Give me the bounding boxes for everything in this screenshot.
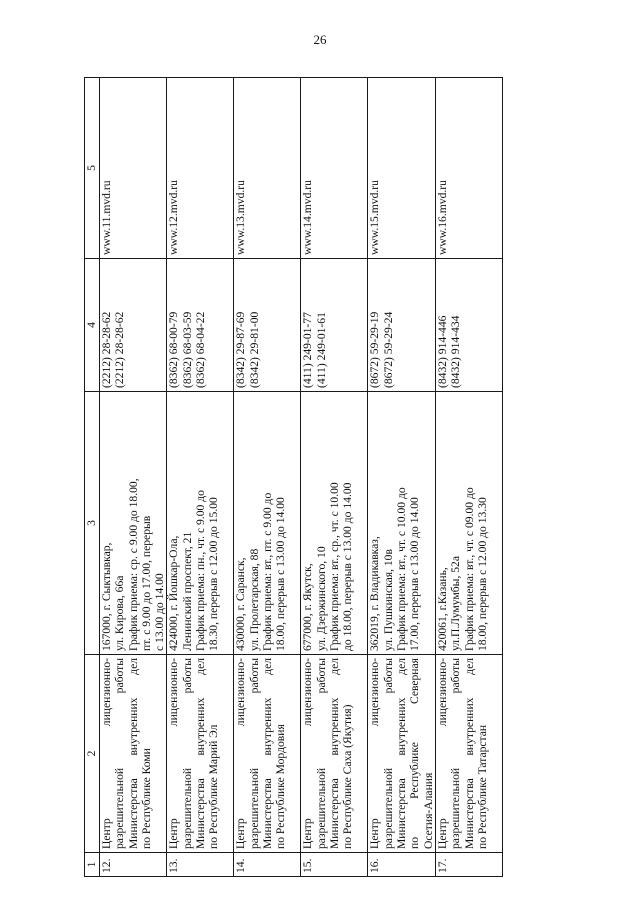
address-line: 430000, г. Саранск, — [234, 557, 248, 651]
address-line: Ленинский проспект, 21 — [180, 531, 194, 651]
website-link[interactable]: www.16.mvd.ru — [435, 78, 502, 259]
address-line: ул. Пушкинская, 10в — [381, 549, 395, 651]
organization-name-line: по Республике Саха (Якутия) — [341, 704, 355, 849]
address-line: 18.30, перерыв с 12.00 до 15.00 — [207, 497, 221, 651]
header-col-2: 2 — [85, 655, 100, 853]
table-row — [167, 78, 234, 877]
address-line: График приема: ср. с 9.00 до 18.00, — [126, 478, 140, 651]
organization-name-line: Осетия-Алания — [421, 772, 435, 849]
organization-name — [234, 655, 301, 853]
phone-number: (8362) 68-04-22 — [194, 311, 208, 388]
phone-number: (8362) 68-00-79 — [167, 311, 181, 388]
organization-name — [435, 655, 502, 853]
address-line: 424000, г. Йошкар-Ола, — [167, 535, 181, 651]
address-line: до 18.00, перерыв с 13.00 до 14.00 — [341, 482, 355, 651]
address-line: График приема: вт., ср., чт. с 10.00 — [328, 482, 342, 651]
address-line: ул. Дзержинского, 10 — [314, 546, 328, 651]
phone-number: (8432) 914-434 — [449, 315, 463, 388]
row-number: 17. — [435, 853, 502, 877]
phone-number: (2212) 28-28-62 — [113, 311, 127, 388]
address-line: 420061, г.Казань, — [435, 567, 449, 651]
row-number: 16. — [368, 853, 435, 877]
rotated-table-container — [84, 77, 562, 877]
phone-number: (411) 249-01-77 — [301, 312, 315, 388]
row-number: 15. — [301, 853, 368, 877]
organization-name-line: Министерства внутренних дел — [395, 658, 409, 849]
organization-name-line: по Республике Коми — [139, 748, 153, 849]
table-body — [100, 78, 503, 877]
organization-name-line: Министерства внутренних дел — [462, 658, 476, 849]
organization-name-line: Центр лицензионно- — [100, 658, 113, 849]
address-schedule — [167, 392, 234, 655]
address-line: 17.00, перерыв с 13.00 до 14.00 — [408, 497, 422, 651]
table-row — [368, 78, 435, 877]
phone-numbers — [301, 259, 368, 392]
website-link[interactable]: www.14.mvd.ru — [301, 78, 368, 259]
phone-number: (411) 249-01-61 — [314, 312, 328, 388]
organization-name-line: Центр лицензионно- — [301, 658, 315, 849]
header-col-3: 3 — [85, 392, 100, 655]
table-row — [100, 78, 167, 877]
organization-name-line: по Республике Татарстан — [475, 724, 489, 849]
address-line: 167000, г. Сыктывкар, — [100, 542, 113, 651]
address-line: График приема: вт., чт. с 10.00 до — [395, 487, 409, 651]
phone-numbers — [167, 259, 234, 392]
organization-name-line: по Республике Мордовия — [274, 724, 288, 849]
address-schedule — [435, 392, 502, 655]
phone-numbers — [100, 259, 167, 392]
header-row — [85, 78, 100, 877]
phone-number: (8342) 29-81-00 — [247, 311, 261, 388]
address-line: График приема: вт., пт. с 9.00 до — [261, 492, 275, 651]
organization-name-line: по Республике Северная — [408, 658, 422, 849]
organization-name — [167, 655, 234, 853]
page-number: 26 — [313, 32, 327, 47]
header-col-5: 5 — [85, 78, 100, 259]
phone-number: (2212) 28-28-62 — [100, 311, 113, 388]
organization-name-line: разрешительной работы — [314, 658, 328, 849]
address-schedule — [100, 392, 167, 655]
address-line: 18.00, перерыв с 12.00 до 13.30 — [475, 497, 489, 651]
phone-number: (8432) 914-446 — [435, 315, 449, 388]
row-number: 12. — [100, 853, 167, 877]
address-line: ул. Кирова, 66а — [113, 575, 127, 651]
organization-name-line: разрешительной работы — [113, 658, 127, 849]
row-number: 14. — [234, 853, 301, 877]
organization-name-line: Центр лицензионно- — [368, 658, 382, 849]
organization-name-line: Центр лицензионно- — [167, 658, 181, 849]
registry-table — [84, 77, 503, 877]
organization-name-line: Министерства внутренних дел — [126, 658, 140, 849]
website-link[interactable]: www.13.mvd.ru — [234, 78, 301, 259]
phone-number: (8362) 68-03-59 — [180, 311, 194, 388]
organization-name-line: Министерства внутренних дел — [328, 658, 342, 849]
address-line: 18.00, перерыв с 13.00 до 14.00 — [274, 497, 288, 651]
address-line: пт. с 9.00 до 17.00, перерыв — [139, 515, 153, 651]
address-line: с 13.00 до 14.00 — [153, 573, 167, 651]
table-row — [234, 78, 301, 877]
organization-name-line: Центр лицензионно- — [435, 658, 449, 849]
phone-number: (8342) 29-87-69 — [234, 311, 248, 388]
table-row — [301, 78, 368, 877]
address-line: ул.П.Лумумбы, 52а — [449, 555, 463, 651]
address-line: График приема: пн., чт. с 9.00 до — [194, 490, 208, 651]
organization-name — [368, 655, 435, 853]
phone-numbers — [234, 259, 301, 392]
phone-numbers — [368, 259, 435, 392]
phone-numbers — [435, 259, 502, 392]
address-schedule — [368, 392, 435, 655]
organization-name — [100, 655, 167, 853]
phone-number: (8672) 59-29-24 — [381, 311, 395, 388]
organization-name-line: Министерства внутренних дел — [194, 658, 208, 849]
organization-name-line: разрешительной работы — [180, 658, 194, 849]
header-col-4: 4 — [85, 259, 100, 392]
address-line: График приема: вт., чт. с 09.00 до — [462, 487, 476, 651]
table-row — [435, 78, 502, 877]
organization-name-line: Центр лицензионно- — [234, 658, 248, 849]
organization-name-line: разрешительной работы — [381, 658, 395, 849]
address-line: 362019, г. Владикавказ, — [368, 536, 382, 651]
organization-name-line: по Республике Марий Эл — [207, 724, 221, 849]
website-link[interactable]: www.11.mvd.ru — [100, 78, 167, 259]
organization-name-line: разрешительной работы — [247, 658, 261, 849]
header-col-1: 1 — [85, 853, 100, 877]
organization-name-line: Министерства внутренних дел — [261, 658, 275, 849]
address-line: ул. Пролетарская, 88 — [247, 548, 261, 651]
organization-name — [301, 655, 368, 853]
row-number: 13. — [167, 853, 234, 877]
address-schedule — [301, 392, 368, 655]
address-line: 677000, г. Якутск, — [301, 563, 315, 651]
organization-name-line: разрешительной работы — [449, 658, 463, 849]
website-link[interactable]: www.12.mvd.ru — [167, 78, 234, 259]
address-schedule — [234, 392, 301, 655]
website-link[interactable]: www.15.mvd.ru — [368, 78, 435, 259]
phone-number: (8672) 59-29-19 — [368, 311, 382, 388]
